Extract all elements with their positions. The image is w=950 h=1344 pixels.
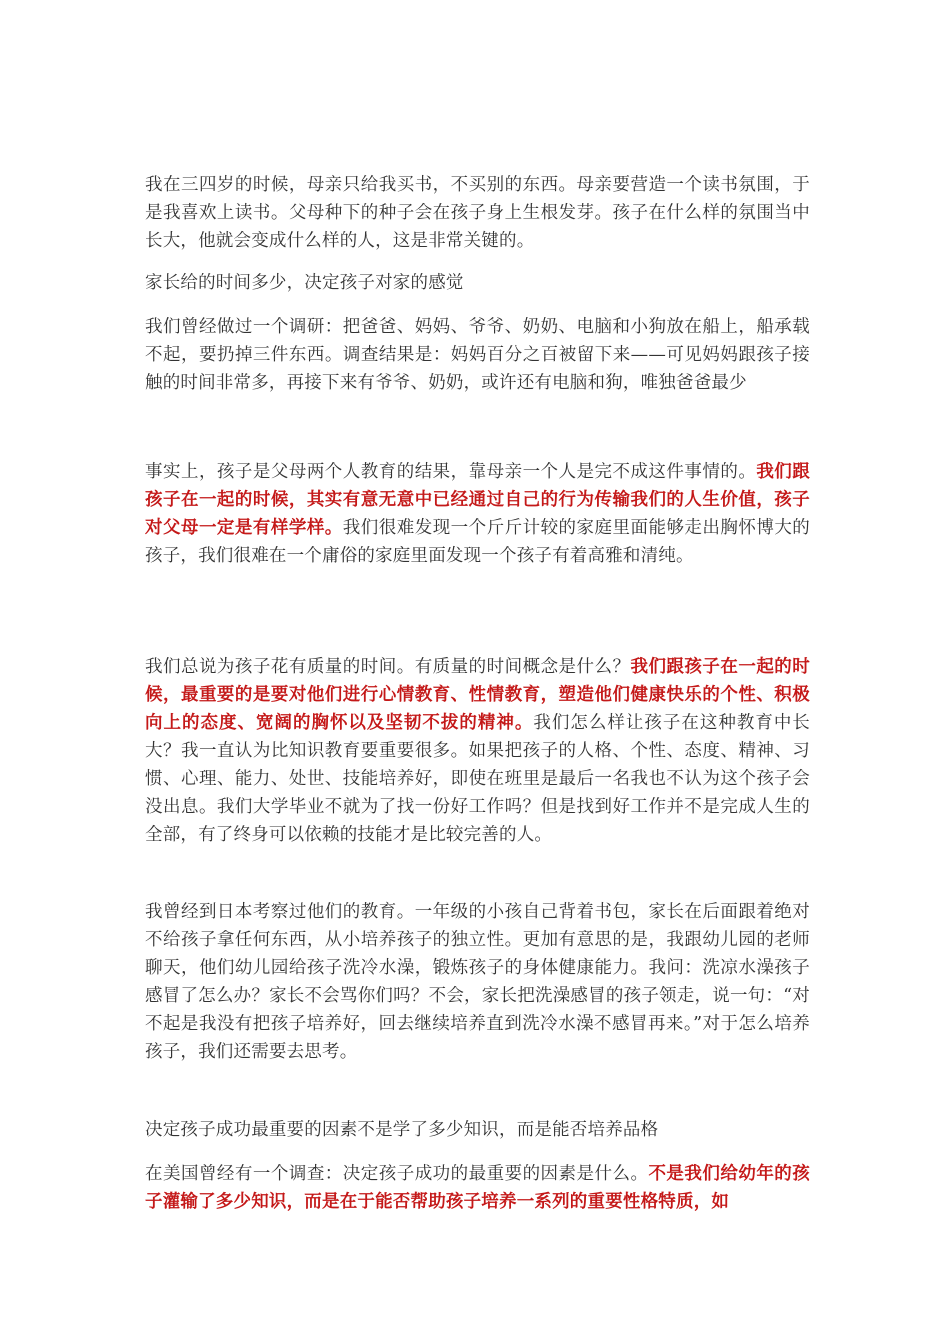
paragraph-quality-time bbox=[145, 653, 810, 849]
paragraph-boat-survey bbox=[145, 313, 810, 397]
highlighted-text: 我们跟孩子在一起的时候，其实有意无意中已经通过自己的行为传输我们的人生价值，孩子对父母一定是有样学样。 bbox=[145, 462, 810, 538]
paragraph-text: 我曾经到日本考察过他们的教育。一年级的小孩自己背着书包，家长在后面跟着绝对不给孩子拿任何东西，从小培养孩子的独立性。更加有意思的是，我跟幼儿园的老师聊天，他们幼儿园给孩子洗冷水澡，锻炼孩子的身体健康能力。我问：洗凉水澡孩子感冒了怎么办？家长不会骂你们吗？不会，家长把洗澡感冒的孩子领走，说一句：“对不起是我没有把孩子培养好，回去继续培养直到洗冷水澡不感冒再来。”对于怎么培养孩子，我们还需要去思考。 bbox=[145, 902, 810, 1062]
paragraph-text: 我们曾经做过一个调研：把爸爸、妈妈、爷爷、奶奶、电脑和小狗放在船上，船承载不起，要扔掉三件东西。调查结果是：妈妈百分之百被留下来——可见妈妈跟孩子接触的时间非常多，再接下来有爷爷、奶奶，或许还有电脑和狗，唯独爸爸最少 bbox=[145, 317, 810, 393]
heading-text: 决定孩子成功最重要的因素不是学了多少知识，而是能否培养品格 bbox=[145, 1120, 659, 1140]
paragraph-japan-education bbox=[145, 898, 810, 1066]
section-heading-character bbox=[145, 1116, 810, 1144]
section-heading-family-time bbox=[145, 269, 810, 297]
highlighted-text: 我们跟孩子在一起的时候，最重要的是要对他们进行心情教育、性情教育，塑造他们健康快乐的个性、积极向上的态度、宽阔的胸怀以及坚韧不拔的精神。 bbox=[145, 657, 810, 733]
paragraph-text: 我们怎么样让孩子在这种教育中长大？我一直认为比知识教育要重要很多。如果把孩子的人格、个性、态度、精神、习惯、心理、能力、处世、技能培养好，即使在班里是最后一名我也不认为这个孩子会没出息。我们大学毕业不就为了找一份好工作吗？但是找到好工作并不是完成人生的全部，有了终身可以依赖的技能才是比较完善的人。 bbox=[145, 713, 811, 845]
heading-text: 家长给的时间多少，决定孩子对家的感觉 bbox=[145, 273, 464, 293]
paragraph-text: 我们很难发现一个斤斤计较的家庭里面能够走出胸怀博大的孩子，我们很难在一个庸俗的家庭里面发现一个孩子有着高雅和清纯。 bbox=[145, 518, 811, 566]
paragraph-text: 我在三四岁的时候，母亲只给我买书，不买别的东西。母亲要营造一个读书氛围，于是我喜欢上读书。父母种下的种子会在孩子身上生根发芽。孩子在什么样的氛围当中长大，他就会变成什么样的人，这是非常关键的。 bbox=[145, 175, 810, 251]
paragraph-text: 在美国曾经有一个调查：决定孩子成功的最重要的因素是什么。 bbox=[145, 1164, 649, 1184]
paragraph-text: 事实上，孩子是父母两个人教育的结果，靠母亲一个人是完不成这件事情的。 bbox=[145, 462, 757, 482]
paragraph-reading-atmosphere bbox=[145, 171, 810, 255]
highlighted-text: 不是我们给幼年的孩子灌输了多少知识，而是在于能否帮助孩子培养一系列的重要性格特质，如 bbox=[145, 1164, 810, 1212]
paragraph-both-parents bbox=[145, 458, 810, 570]
paragraph-text: 我们总说为孩子花有质量的时间。有质量的时间概念是什么？ bbox=[145, 657, 631, 677]
paragraph-us-survey bbox=[145, 1160, 810, 1216]
